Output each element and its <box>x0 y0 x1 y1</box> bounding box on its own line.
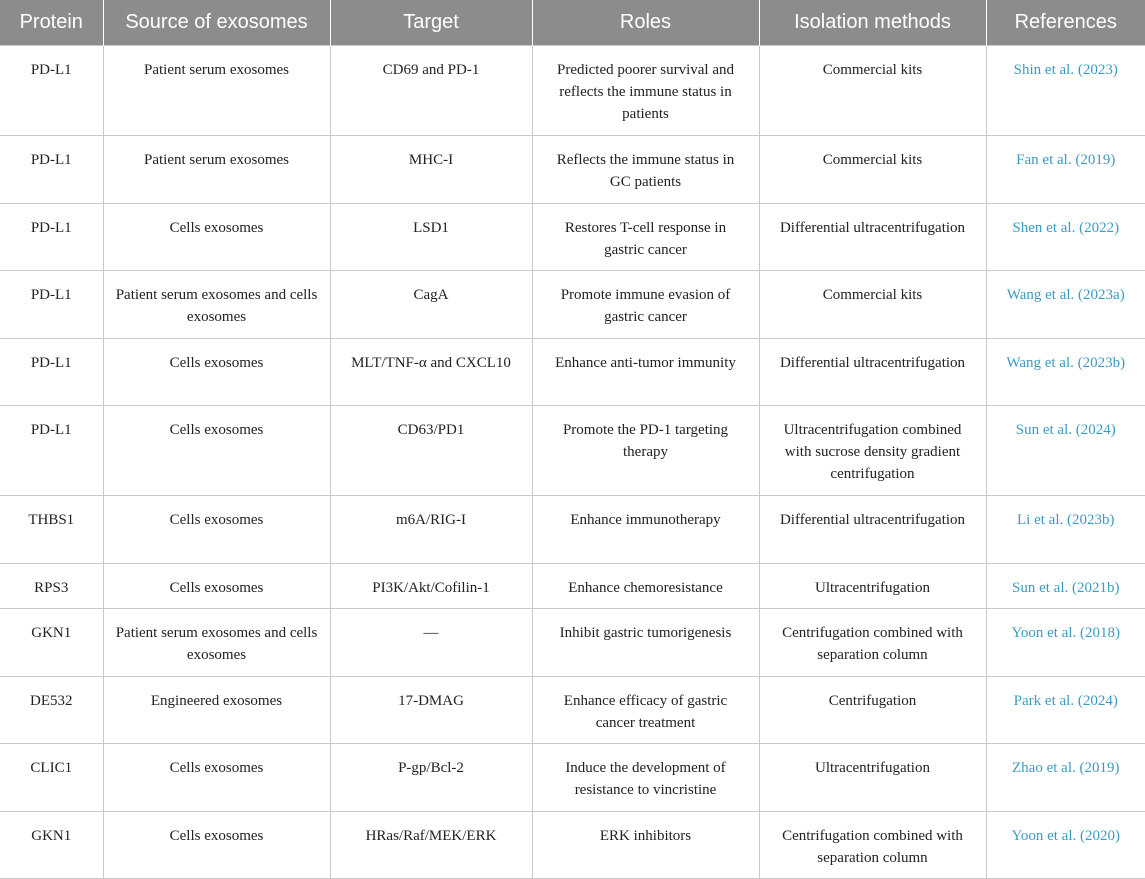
reference-link[interactable]: Wang et al. (2023a) <box>986 270 1145 338</box>
cell-target: P-gp/Bcl-2 <box>330 743 532 811</box>
cell-protein: THBS1 <box>0 495 103 563</box>
table-row <box>0 495 1145 563</box>
cell-target: HRas/Raf/MEK/ERK <box>330 811 532 878</box>
table-row <box>0 563 1145 608</box>
cell-target: CD63/PD1 <box>330 405 532 495</box>
reference-link[interactable]: Li et al. (2023b) <box>986 495 1145 563</box>
header-roles: Roles <box>532 0 759 45</box>
cell-source: Cells exosomes <box>103 203 330 270</box>
cell-source: Patient serum exosomes <box>103 45 330 135</box>
cell-roles: Enhance efficacy of gastric cancer treatment <box>532 676 759 743</box>
cell-roles: Enhance immunotherapy <box>532 495 759 563</box>
reference-link[interactable]: Shen et al. (2022) <box>986 203 1145 270</box>
table-row <box>0 811 1145 878</box>
cell-roles: Promote the PD-1 targeting therapy <box>532 405 759 495</box>
header-isolation: Isolation methods <box>759 0 986 45</box>
table-row <box>0 338 1145 405</box>
cell-isolation: Differential ultracentrifugation <box>759 495 986 563</box>
header-target: Target <box>330 0 532 45</box>
cell-target: CagA <box>330 270 532 338</box>
cell-target: — <box>330 608 532 676</box>
cell-target: LSD1 <box>330 203 532 270</box>
cell-protein: PD-L1 <box>0 405 103 495</box>
cell-source: Cells exosomes <box>103 338 330 405</box>
header-source: Source of exosomes <box>103 0 330 45</box>
table-row <box>0 743 1145 811</box>
cell-target: MHC-I <box>330 135 532 203</box>
cell-source: Patient serum exosomes and cells exosomes <box>103 608 330 676</box>
reference-link[interactable]: Shin et al. (2023) <box>986 45 1145 135</box>
cell-source: Cells exosomes <box>103 495 330 563</box>
cell-isolation: Differential ultracentrifugation <box>759 338 986 405</box>
cell-protein: PD-L1 <box>0 270 103 338</box>
reference-link[interactable]: Park et al. (2024) <box>986 676 1145 743</box>
cell-roles: Restores T-cell response in gastric cancer <box>532 203 759 270</box>
cell-protein: PD-L1 <box>0 135 103 203</box>
cell-protein: CLIC1 <box>0 743 103 811</box>
reference-link[interactable]: Fan et al. (2019) <box>986 135 1145 203</box>
header-references: References <box>986 0 1145 45</box>
cell-source: Cells exosomes <box>103 563 330 608</box>
cell-roles: Enhance chemoresistance <box>532 563 759 608</box>
reference-link[interactable]: Yoon et al. (2018) <box>986 608 1145 676</box>
header-row <box>0 0 1145 45</box>
table-row <box>0 270 1145 338</box>
cell-isolation: Ultracentrifugation <box>759 563 986 608</box>
cell-isolation: Commercial kits <box>759 270 986 338</box>
cell-target: m6A/RIG-I <box>330 495 532 563</box>
cell-isolation: Centrifugation combined with separation column <box>759 608 986 676</box>
table-row <box>0 135 1145 203</box>
cell-protein: PD-L1 <box>0 45 103 135</box>
cell-roles: Reflects the immune status in GC patients <box>532 135 759 203</box>
cell-isolation: Centrifugation combined with separation column <box>759 811 986 878</box>
cell-source: Engineered exosomes <box>103 676 330 743</box>
header-protein: Protein <box>0 0 103 45</box>
cell-protein: DE532 <box>0 676 103 743</box>
cell-source: Patient serum exosomes <box>103 135 330 203</box>
cell-source: Cells exosomes <box>103 405 330 495</box>
cell-source: Cells exosomes <box>103 743 330 811</box>
cell-source: Patient serum exosomes and cells exosomes <box>103 270 330 338</box>
reference-link[interactable]: Sun et al. (2021b) <box>986 563 1145 608</box>
table-row <box>0 676 1145 743</box>
cell-isolation: Commercial kits <box>759 135 986 203</box>
cell-source: Cells exosomes <box>103 811 330 878</box>
cell-isolation: Ultracentrifugation combined with sucrose density gradient centrifugation <box>759 405 986 495</box>
cell-protein: GKN1 <box>0 608 103 676</box>
cell-isolation: Commercial kits <box>759 45 986 135</box>
reference-link[interactable]: Wang et al. (2023b) <box>986 338 1145 405</box>
table-row <box>0 608 1145 676</box>
cell-protein: RPS3 <box>0 563 103 608</box>
table-row <box>0 405 1145 495</box>
table-row <box>0 45 1145 135</box>
cell-roles: Induce the development of resistance to vincristine <box>532 743 759 811</box>
cell-isolation: Ultracentrifugation <box>759 743 986 811</box>
table-row <box>0 203 1145 270</box>
cell-isolation: Centrifugation <box>759 676 986 743</box>
cell-roles: Enhance anti-tumor immunity <box>532 338 759 405</box>
cell-protein: PD-L1 <box>0 338 103 405</box>
cell-target: 17-DMAG <box>330 676 532 743</box>
reference-link[interactable]: Zhao et al. (2019) <box>986 743 1145 811</box>
cell-target: CD69 and PD-1 <box>330 45 532 135</box>
reference-link[interactable]: Yoon et al. (2020) <box>986 811 1145 878</box>
cell-isolation: Differential ultracentrifugation <box>759 203 986 270</box>
cell-target: MLT/TNF-α and CXCL10 <box>330 338 532 405</box>
cell-roles: Predicted poorer survival and reflects the immune status in patients <box>532 45 759 135</box>
cell-protein: GKN1 <box>0 811 103 878</box>
cell-roles: ERK inhibitors <box>532 811 759 878</box>
cell-target: PI3K/Akt/Cofilin-1 <box>330 563 532 608</box>
cell-roles: Promote immune evasion of gastric cancer <box>532 270 759 338</box>
cell-roles: Inhibit gastric tumorigenesis <box>532 608 759 676</box>
cell-protein: PD-L1 <box>0 203 103 270</box>
reference-link[interactable]: Sun et al. (2024) <box>986 405 1145 495</box>
